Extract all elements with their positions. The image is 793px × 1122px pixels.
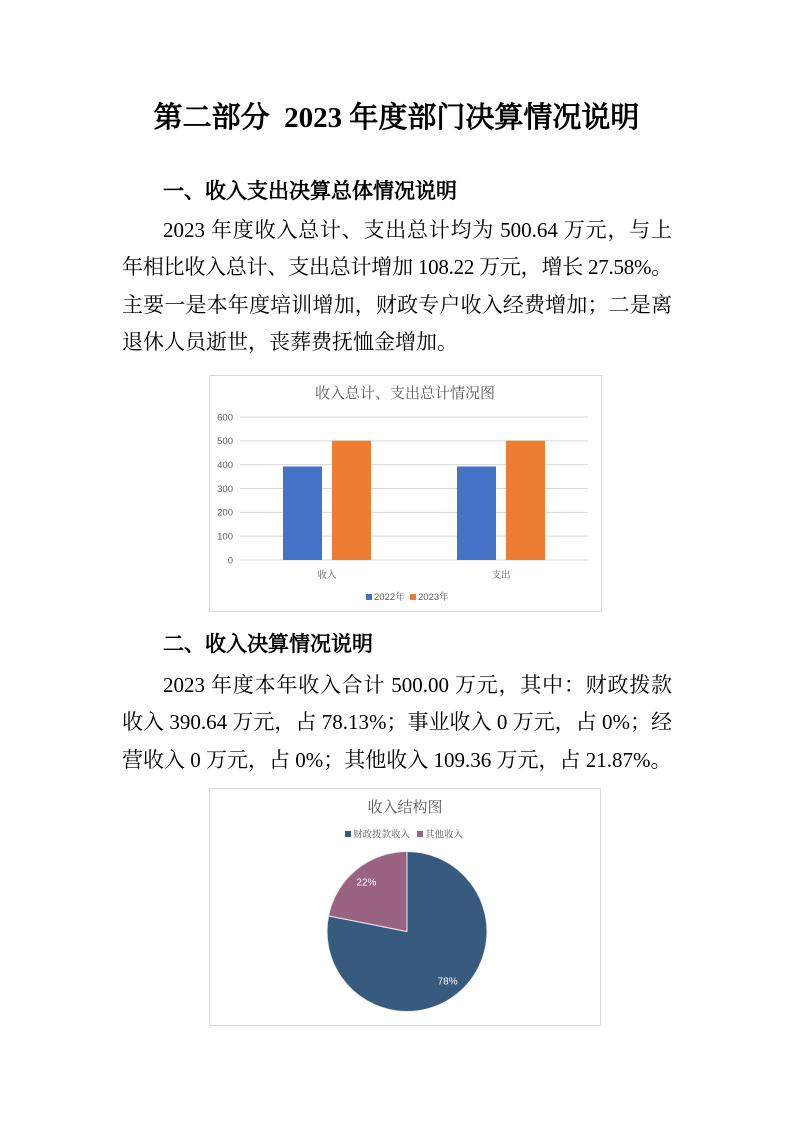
legend-swatch xyxy=(417,831,423,837)
section-heading-income-expenditure-overview: 一、收入支出决算总体情况说明 xyxy=(163,180,457,203)
paragraph-line: 2023 年度收入总计、支出总计均为 500.64 万元，与上 xyxy=(163,218,672,242)
paragraph-line: 主要一是本年度培训增加，财政专户收入经费增加；二是离 xyxy=(122,292,672,317)
bar-series-1-category-1 xyxy=(283,466,322,560)
legend-swatch xyxy=(366,594,372,600)
legend-swatch xyxy=(345,831,351,837)
pie-slice-label: 78% xyxy=(437,976,458,988)
bar-series-1-category-2 xyxy=(457,466,496,560)
legend-label: 其他收入 xyxy=(425,829,464,841)
bar-chart xyxy=(209,375,602,612)
y-tick-label: 100 xyxy=(217,531,233,543)
paragraph-line: 收入 390.64 万元，占 78.13%；事业收入 0 万元，占 0%；经 xyxy=(122,710,672,735)
bar-chart-frame xyxy=(209,375,602,612)
y-tick-label: 200 xyxy=(217,507,233,519)
x-category-label: 收入 xyxy=(317,570,337,581)
section-heading-income: 二、收入决算情况说明 xyxy=(163,633,373,656)
y-tick-label: 500 xyxy=(217,436,233,448)
y-tick-label: 600 xyxy=(217,412,233,424)
y-tick-label: 400 xyxy=(217,459,233,471)
x-category-label: 支出 xyxy=(491,570,511,581)
legend-swatch xyxy=(410,594,416,600)
bar-series-2-category-2 xyxy=(506,441,545,560)
section-paragraph-income xyxy=(122,667,672,779)
bar-chart-title: 收入总计、支出总计情况图 xyxy=(314,385,496,402)
page-title: 第二部分 2023 年度部门决算情况说明 xyxy=(153,102,640,134)
y-tick-label: 300 xyxy=(217,483,233,495)
pie-chart xyxy=(209,788,601,1026)
pie-chart-frame xyxy=(209,788,601,1026)
y-tick-label: 0 xyxy=(227,555,233,567)
paragraph-line: 年相比收入总计、支出总计增加 108.22 万元，增长 27.58%。 xyxy=(122,255,672,280)
legend-label: 财政拨款收入 xyxy=(353,829,411,841)
section-paragraph-overview xyxy=(122,212,672,361)
legend-label: 2023年 xyxy=(418,592,449,603)
pie-slice-label: 22% xyxy=(356,877,377,889)
pie-chart-title: 收入结构图 xyxy=(367,799,443,816)
legend-label: 2022年 xyxy=(374,592,405,603)
bar-series-2-category-1 xyxy=(332,441,371,560)
paragraph-line: 退休人员逝世，丧葬费抚恤金增加。 xyxy=(122,329,458,354)
paragraph-line: 营收入 0 万元，占 0%；其他收入 109.36 万元，占 21.87%。 xyxy=(122,747,672,772)
paragraph-line: 2023 年度本年收入合计 500.00 万元，其中：财政拨款 xyxy=(163,673,672,697)
